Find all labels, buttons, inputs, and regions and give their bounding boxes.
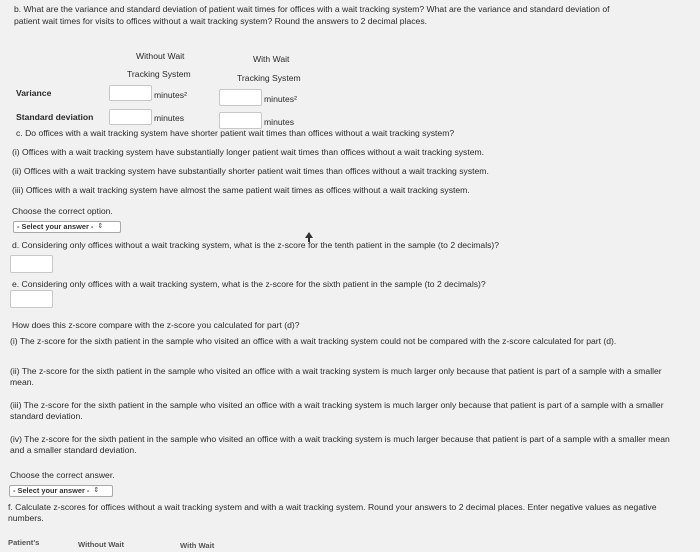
part-e-option-3: (iii) The z-score for the sixth patient in the sample who visited an office with a wait tracking system is much larger only because that patient is part of a sample with a smaller standard deviation. (10, 400, 664, 421)
part-c-option-2: (ii) Offices with a wait tracking system have substantially shorter patient wait times than offices without a wait tracking system. (12, 166, 489, 176)
sd-with-input[interactable] (219, 112, 262, 129)
part-c-answer-select[interactable] (13, 221, 121, 233)
part-b-question-line1: b. What are the variance and standard deviation of patient wait times for offices with a wait tracking system? What are the variance and standard deviation of (14, 4, 610, 14)
header-with-line2: Tracking System (237, 73, 301, 83)
part-c-option-3: (iii) Offices with a wait tracking system have almost the same patient wait times as offices without a wait tracking system. (12, 185, 470, 195)
part-b-question-line2: patient wait times for visits to offices without a wait tracking system? Round the answers to 2 decimal places. (14, 16, 428, 26)
part-e-option-1: (i) The z-score for the sixth patient in the sample who visited an office with a wait tracking system could not be compared with the z-score calculated for part (d). (10, 336, 617, 346)
unit-variance-with: minutes² (264, 94, 297, 104)
part-e-option-2: (ii) The z-score for the sixth patient in the sample who visited an office with a wait tracking system is much larger only because that patient is part of a sample with a smaller mean. (10, 366, 662, 387)
part-f-header-without: Without Wait (78, 540, 125, 549)
part-e-select-label: - Select your answer - (13, 486, 90, 496)
part-c-choose-instruction: Choose the correct option. (12, 206, 113, 216)
part-e-option-4: (iv) The z-score for the sixth patient in the sample who visited an office with a wait tracking system is much larger because that patient is part of a sample with a smaller mean and a smaller standard deviation. (10, 434, 670, 455)
part-c-question: c. Do offices with a wait tracking system have shorter patient wait times than offices without a wait tracking system? (16, 128, 455, 138)
variance-with-input[interactable] (219, 89, 262, 106)
part-d-zscore-input[interactable] (10, 255, 53, 273)
unit-sd-with: minutes (264, 117, 295, 127)
unit-variance-without: minutes² (154, 90, 187, 100)
part-f-question: f. Calculate z-scores for offices without a wait tracking system and with a wait tracking system. Round your answers to 2 decimal places. Enter negative values as negative numbers. (8, 502, 657, 523)
part-c-option-1: (i) Offices with a wait tracking system have substantially longer patient wait times than offices without a wait tracking system. (12, 147, 485, 157)
variance-without-input[interactable] (109, 85, 152, 101)
sd-without-input[interactable] (109, 109, 152, 125)
header-without-line2: Tracking System (127, 69, 191, 79)
chevron-updown-icon: ⇕ (97, 222, 104, 230)
part-f-header-patient: Patient's (8, 538, 40, 547)
part-f-header-with: With Wait (180, 541, 215, 550)
part-e-question: e. Considering only offices with a wait tracking system, what is the z-score for the sixth patient in the sample (to 2 decimals)? (12, 279, 486, 289)
header-without-line1: Without Wait (136, 51, 185, 61)
header-with-line1: With Wait (253, 54, 290, 64)
part-d-question: d. Considering only offices without a wait tracking system, what is the z-score for the tenth patient in the sample (to 2 decimals)? (12, 240, 500, 250)
chevron-updown-icon: ⇕ (93, 486, 100, 494)
part-e-zscore-input[interactable] (10, 290, 53, 308)
part-e-choose-instruction: Choose the correct answer. (10, 470, 115, 480)
unit-sd-without: minutes (154, 113, 185, 123)
part-c-select-label: - Select your answer - (17, 222, 94, 232)
part-e-compare-question: How does this z-score compare with the z-score you calculated for part (d)? (12, 320, 300, 330)
row-label-standard-deviation: Standard deviation (16, 112, 94, 122)
part-e-answer-select[interactable] (9, 485, 113, 497)
row-label-variance: Variance (16, 88, 52, 98)
